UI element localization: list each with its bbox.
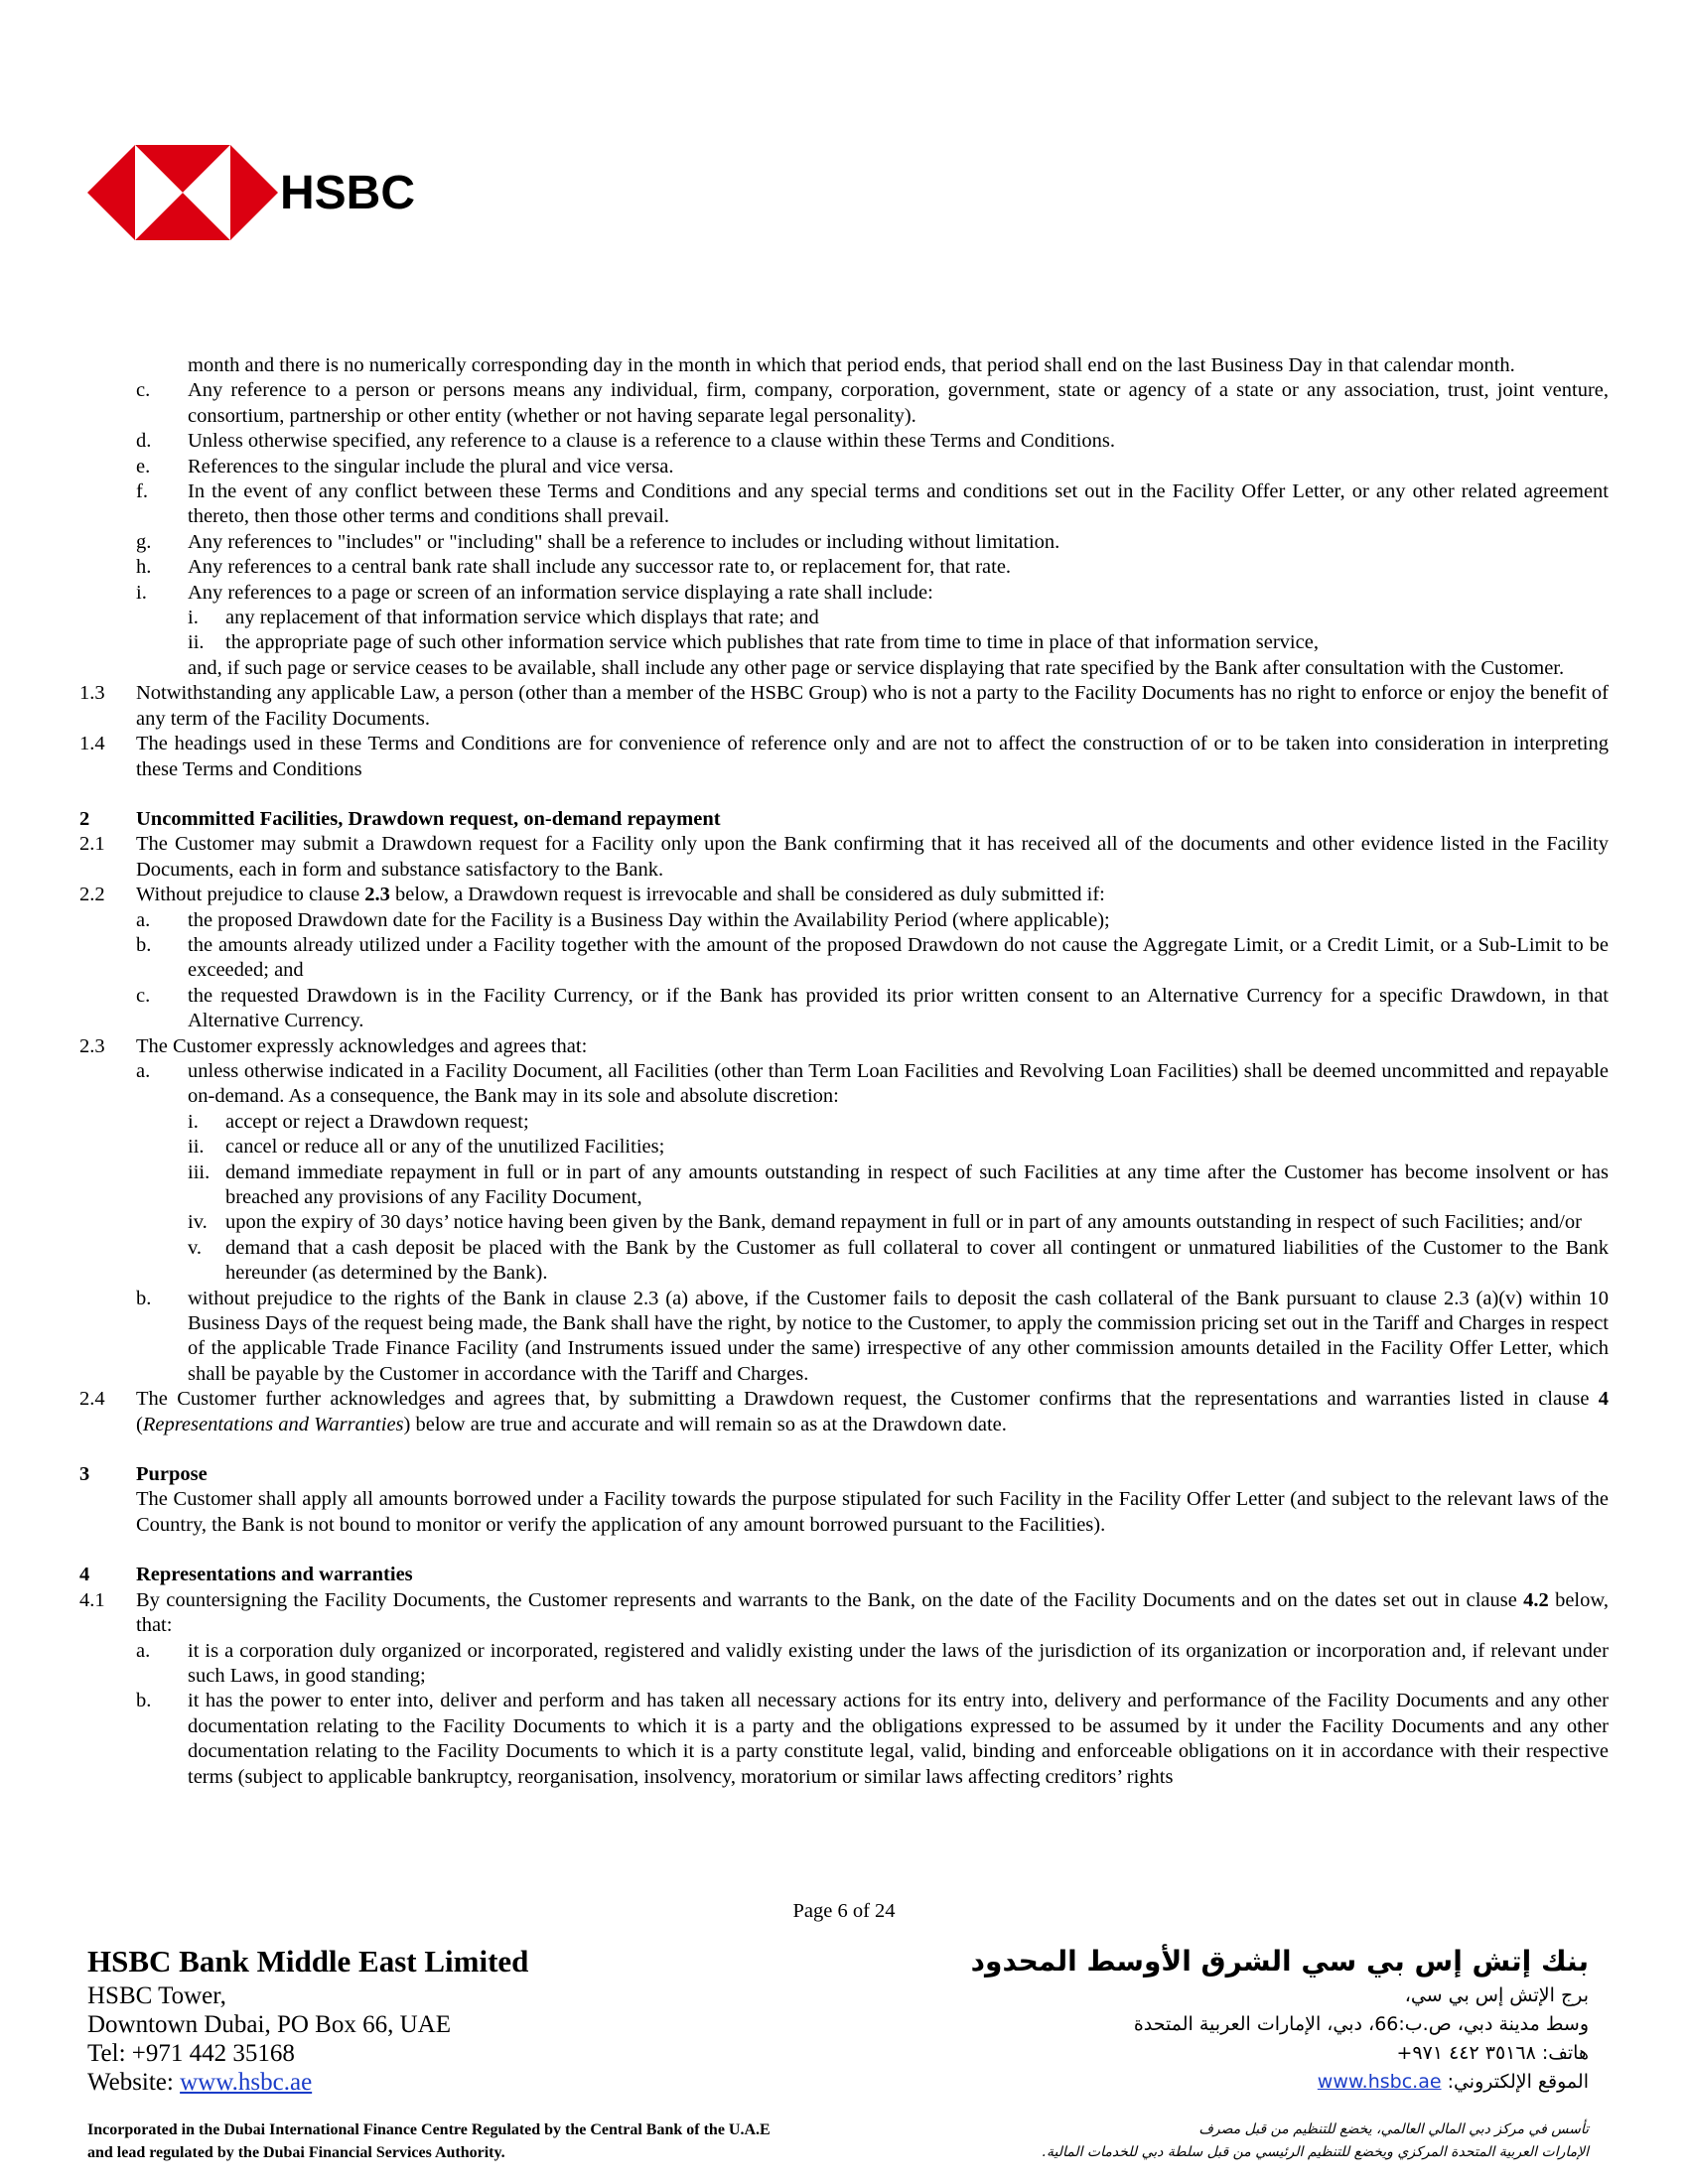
clause-2-3-a: a. unless otherwise indicated in a Facility Document, all Facilities (other than Term Loan Facilities and Revolving Loan Facilities) shall be deemed uncommitted and repayable on-demand. As a consequence, the Bank may in its sole and absolute discretion: <box>136 1059 1609 1108</box>
clause-1-3: 1.3 Notwithstanding any applicable Law, a person (other than a member of the HSBC Group) who is not a party to the Facility Documents has no right to enforce or enjoy the benefit of any term of the Facility Documents. <box>79 682 1609 730</box>
address-line-1: HSBC Tower, <box>87 1982 226 2009</box>
clause-3-text: The Customer shall apply all amounts borrowed under a Facility towards the purpose stipulated for such Facility in the Facility Offer Letter (and subject to the relevant laws of the Country, the Bank is not bound to monitor or verify the application of any amount borrowed pursuant to the Facilities). <box>136 1488 1609 1536</box>
clause-1-2-b-continued: month and there is no numerically corresponding day in the month in which that period ends, that period shall end on the last Business Day in that calendar month. <box>188 354 1515 376</box>
address-line-2: Downtown Dubai, PO Box 66, UAE <box>87 2011 451 2038</box>
clause-1-2-e: e. References to the singular include the plural and vice versa. <box>136 455 674 478</box>
company-name: HSBC Bank Middle East Limited <box>87 1944 529 1979</box>
footer-address-ar <box>971 1942 1589 2097</box>
clause-2-2-a: a. the proposed Drawdown date for the Facility is a Business Day within the Availability Period (where applicable); <box>136 908 1110 931</box>
clause-2-3-a-i: i. accept or reject a Drawdown request; <box>188 1110 529 1133</box>
website-link-ar[interactable]: www.hsbc.ae <box>1317 2071 1442 2093</box>
hsbc-hexagon-icon <box>87 145 278 240</box>
clause-4-1: 4.1 By countersigning the Facility Documents, the Customer represents and warrants to the Bank, on the date of the Facility Documents and on the dates set out in clause 4.2 below, that: <box>79 1588 1609 1637</box>
clause-1-2-i-tail: and, if such page or service ceases to be available, shall include any other page or service displaying that rate specified by the Bank after consultation with the Customer. <box>188 656 1565 679</box>
clause-1-2-i-sub-i: i. any replacement of that information service which displays that rate; and <box>188 607 819 629</box>
clause-2-2-b: b. the amounts already utilized under a Facility together with the amount of the proposed Drawdown do not cause the Aggregate Limit, or a Credit Limit, or a Sub-Limit to be exceeded; and <box>136 933 1609 982</box>
clause-1-2-h: h. Any references to a central bank rate shall include any successor rate to, or replacement for, that rate. <box>136 556 1012 579</box>
website-link[interactable]: www.hsbc.ae <box>180 2069 313 2096</box>
clause-2-4: 2.4 The Customer further acknowledges and agrees that, by submitting a Drawdown request, the Customer confirms that the representations and warranties listed in clause 4 (Representations and Warranties) below are true and accurate and will remain so as at the Drawdown date. <box>79 1388 1609 1435</box>
footer-address-en <box>87 1942 528 2097</box>
clause-2-heading: 2 Uncommitted Facilities, Drawdown request, on-demand repayment <box>79 807 721 830</box>
clause-2-3-a-ii: ii. cancel or reduce all or any of the unutilized Facilities; <box>188 1136 665 1159</box>
clause-3-heading: 3 Purpose <box>79 1463 208 1486</box>
clause-2-2: 2.2 Without prejudice to clause 2.3 below, a Drawdown request is irrevocable and shall be considered as duly submitted if: <box>79 884 1105 906</box>
website-ar: الموقع الإلكتروني: www.hsbc.ae <box>1317 2071 1589 2093</box>
clause-2-3-a-iii: iii. demand immediate repayment in full or in part of any amounts outstanding in respect of such Facilities at any time after the Customer has become insolvent or has breached any provisions of any Facility Document, <box>188 1160 1609 1208</box>
telephone: Tel: +971 442 35168 <box>87 2040 295 2067</box>
telephone-ar: هاتف: ٣٥١٦٨ ٤٤٢ ٩٧١+ <box>1396 2042 1589 2064</box>
clause-4-1-a: a. it is a corporation duly organized or incorporated, registered and validly existing under the laws of the jurisdiction of its organization or incorporation and, if relevant under such Laws, in good standing; <box>136 1639 1609 1687</box>
clause-1-2-i: i. Any references to a page or screen of an information service displaying a rate shall include: <box>136 581 933 604</box>
hsbc-wordmark: HSBC <box>280 167 416 219</box>
clause-2-3-b: b. without prejudice to the rights of the Bank in clause 2.3 (a) above, if the Customer fails to deposit the cash collateral of the Bank pursuant to clause 2.3 (a)(v) within 10 Business Days of the request being made, the Bank shall have the right, by notice to the Customer, to apply the commission pricing set out in the Tariff and Charges in respect of the applicable Trade Finance Facility (and Instruments issued under the same) irrespective of any other commission amounts detailed in the Facility Offer Letter, which shall be payable by the Customer in accordance with the Tariff and Charges. <box>136 1287 1609 1385</box>
clause-2-2-c: c. the requested Drawdown is in the Facility Currency, or if the Bank has provided its prior written consent to an Alternative Currency for a specific Drawdown, in that Alternative Currency. <box>136 984 1609 1032</box>
regulatory-statement-en: Incorporated in the Dubai International Finance Centre Regulated by the Central Bank of the U.A.E and lead regulated by the Dubai Financial Services Authority. <box>87 2121 771 2161</box>
clause-4-heading: 4 Representations and warranties <box>79 1564 413 1586</box>
clause-2-3: 2.3 The Customer expressly acknowledges and agrees that: <box>79 1034 588 1057</box>
clause-1-2-c: c. Any reference to a person or persons means any individual, firm, company, corporation, government, state or agency of a state or any association, trust, joint venture, consortium, partnership or other entity (whether or not having separate legal personality). <box>136 379 1609 427</box>
document-body <box>79 353 1609 1790</box>
clause-2-3-a-iv: iv. upon the expiry of 30 days’ notice having been given by the Bank, demand repayment in full or in part of any amounts outstanding in respect of such Facilities; and/or <box>188 1211 1582 1234</box>
clause-1-4: 1.4 The headings used in these Terms and Conditions are for convenience of reference only and are not to affect the construction of or to be taken into consideration in interpreting these Terms and Conditions <box>79 733 1609 780</box>
clause-2-1: 2.1 The Customer may submit a Drawdown request for a Facility only upon the Bank confirming that it has received all of the documents and other evidence listed in the Facility Documents, each in form and substance satisfactory to the Bank. <box>79 833 1609 881</box>
regulatory-statement-ar: تأسس في مركز دبي المالي العالمي، يخضع للتنظيم من قبل مصرف الإمارات العربية المتحدة المركزي ويخضع للتنظيم الرئيسي من قبل سلطة دبي للخدمات المالية. <box>1042 2121 1589 2160</box>
clause-1-2-d: d. Unless otherwise specified, any reference to a clause is a reference to a clause within these Terms and Conditions. <box>136 430 1116 453</box>
clause-1-2-f: f. In the event of any conflict between these Terms and Conditions and any special terms and conditions set out in the Facility Offer Letter, or any other related agreement thereto, then those other terms and conditions shall prevail. <box>136 480 1609 528</box>
address-line-2-ar: وسط مدينة دبي، ص.ب:66، دبي، الإمارات العربية المتحدة <box>1133 2013 1589 2035</box>
company-name-ar: بنك إتش إس بي سي الشرق الأوسط المحدود <box>970 1945 1589 1978</box>
address-line-1-ar: برج الإتش إس بي سي، <box>1404 1984 1589 2006</box>
clause-1-2-g: g. Any references to "includes" or "including" shall be a reference to includes or including without limitation. <box>136 530 1060 553</box>
hsbc-logo <box>87 145 425 240</box>
clause-4-1-b: b. it has the power to enter into, deliver and perform and has taken all necessary actions for its entry into, delivery and performance of the Facility Documents and any other documentation relating to the Facility Documents to which it is a party and the obligations expressed to be assumed by it under the Facility Documents and any other documentation relating to the Facility Documents to which it is a party constitute legal, valid, binding and enforceable obligations on it in accordance with their respective terms (subject to applicable bankruptcy, reorganisation, insolvency, moratorium or similar laws affecting creditors’ rights <box>136 1690 1609 1788</box>
page-number: Page 6 of 24 <box>792 1900 896 1922</box>
clause-1-2-i-sub-ii: ii. the appropriate page of such other information service which publishes that rate from time to time in place of that information service, <box>188 631 1319 654</box>
website: Website: www.hsbc.ae <box>87 2069 313 2096</box>
clause-2-3-a-v: v. demand that a cash deposit be placed with the Bank by the Customer as full collateral to cover all contingent or unmatured liabilities of the Customer to the Bank hereunder (as determined by the Bank). <box>188 1236 1609 1285</box>
